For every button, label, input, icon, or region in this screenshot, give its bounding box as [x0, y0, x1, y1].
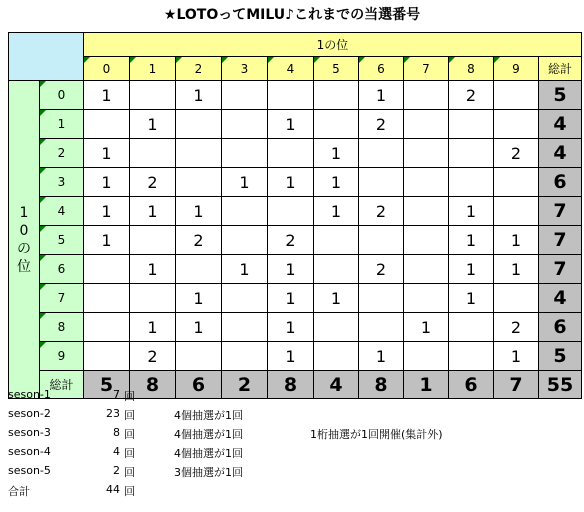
season-label: seson-1	[8, 388, 51, 401]
column-label-text: 4	[286, 61, 295, 76]
season-unit: 回	[124, 485, 135, 498]
count-cell	[176, 255, 222, 284]
count-cell: 1	[268, 255, 314, 284]
row-label	[40, 197, 84, 226]
count-cell	[84, 342, 130, 371]
count-cell	[359, 313, 404, 342]
row-label	[40, 284, 84, 313]
corner-marker-icon	[40, 197, 46, 203]
row-label	[40, 110, 84, 139]
count-cell: 2	[268, 226, 314, 255]
column-label-text: 2	[194, 61, 203, 76]
corner-marker-icon	[40, 226, 46, 232]
count-cell	[130, 81, 176, 110]
count-cell: 2	[449, 81, 494, 110]
corner-marker-icon	[130, 57, 136, 63]
count-cell: 1	[84, 226, 130, 255]
count-cell	[314, 255, 359, 284]
row-label	[40, 255, 84, 284]
corner-marker-icon	[359, 57, 365, 63]
column-label	[359, 57, 404, 81]
count-cell: 1	[130, 110, 176, 139]
count-cell	[404, 255, 449, 284]
count-cell: 2	[176, 226, 222, 255]
count-cell	[314, 226, 359, 255]
row-label	[40, 313, 84, 342]
corner-marker-icon	[40, 139, 46, 145]
count-cell	[222, 110, 268, 139]
count-cell	[404, 168, 449, 197]
column-sum-header: 総計	[539, 57, 582, 81]
count-cell	[359, 139, 404, 168]
column-label	[494, 57, 539, 81]
count-cell	[130, 284, 176, 313]
winning-number-grid	[8, 32, 582, 399]
corner-marker-icon	[40, 284, 46, 290]
season-unit: 回	[124, 409, 135, 422]
season-count: 8	[113, 426, 120, 439]
count-cell	[130, 139, 176, 168]
row-label-text: 5	[57, 233, 66, 247]
count-cell	[404, 110, 449, 139]
count-cell	[404, 81, 449, 110]
corner-marker-icon	[40, 255, 46, 261]
count-cell: 1	[176, 284, 222, 313]
count-cell	[314, 342, 359, 371]
column-label	[222, 57, 268, 81]
corner-marker-icon	[449, 57, 455, 63]
row-total: 5	[539, 342, 582, 371]
count-cell	[404, 226, 449, 255]
season-label: seson-5	[8, 464, 51, 477]
count-cell: 1	[222, 255, 268, 284]
count-cell	[268, 139, 314, 168]
row-label	[40, 226, 84, 255]
season-unit: 回	[124, 447, 135, 460]
column-label	[176, 57, 222, 81]
row-total: 7	[539, 255, 582, 284]
count-cell: 1	[268, 313, 314, 342]
row-label	[40, 81, 84, 110]
count-cell: 1	[176, 313, 222, 342]
count-cell	[222, 81, 268, 110]
count-cell	[359, 284, 404, 313]
row-total: 7	[539, 226, 582, 255]
column-label-text: 3	[240, 61, 249, 76]
count-cell: 1	[494, 255, 539, 284]
season-label: seson-4	[8, 445, 51, 458]
row-label-text: 0	[57, 88, 66, 102]
row-label-text: 6	[57, 262, 66, 276]
row-label-text: 9	[57, 349, 66, 363]
page-title: ★LOTOってMILU♪これまでの当選番号	[163, 7, 421, 23]
count-cell: 1	[449, 255, 494, 284]
row-total: 7	[539, 197, 582, 226]
corner-marker-icon	[222, 57, 228, 63]
column-label	[84, 57, 130, 81]
count-cell: 1	[449, 284, 494, 313]
count-cell	[84, 313, 130, 342]
corner-marker-icon	[40, 342, 46, 348]
count-cell: 2	[359, 255, 404, 284]
column-label	[449, 57, 494, 81]
row-label-text: 7	[57, 291, 66, 305]
row-total: 4	[539, 139, 582, 168]
corner-marker-icon	[314, 57, 320, 63]
tens-header-text: 10の位	[17, 204, 31, 275]
row-total: 4	[539, 284, 582, 313]
count-cell	[222, 342, 268, 371]
count-cell	[404, 342, 449, 371]
season-note: 3個抽選が1回	[174, 466, 243, 479]
count-cell	[314, 81, 359, 110]
row-label-text: 3	[57, 175, 66, 189]
corner-marker-icon	[404, 57, 410, 63]
count-cell	[176, 139, 222, 168]
season-unit: 回	[124, 466, 135, 479]
count-cell	[176, 168, 222, 197]
count-cell	[222, 313, 268, 342]
count-cell	[494, 110, 539, 139]
season-label: seson-3	[8, 426, 51, 439]
count-cell: 1	[359, 81, 404, 110]
count-cell: 1	[130, 313, 176, 342]
column-label-text: 1	[148, 61, 157, 76]
count-cell	[359, 226, 404, 255]
row-label-text: 2	[57, 146, 66, 160]
count-cell: 2	[130, 168, 176, 197]
count-cell: 1	[84, 197, 130, 226]
count-cell: 1	[314, 168, 359, 197]
count-cell: 1	[268, 284, 314, 313]
count-cell: 2	[359, 110, 404, 139]
column-label-text: 8	[467, 61, 475, 76]
count-cell	[494, 197, 539, 226]
season-unit: 回	[124, 390, 135, 403]
count-cell: 1	[449, 197, 494, 226]
column-total: 7	[494, 371, 539, 399]
corner-marker-icon	[40, 168, 46, 174]
grand-total: 55	[539, 371, 582, 399]
count-cell	[494, 284, 539, 313]
count-cell	[84, 255, 130, 284]
count-cell	[404, 284, 449, 313]
season-count: 23	[106, 407, 120, 420]
count-cell: 1	[314, 284, 359, 313]
count-cell: 1	[176, 81, 222, 110]
count-cell: 1	[130, 197, 176, 226]
count-cell: 1	[404, 313, 449, 342]
count-cell	[449, 342, 494, 371]
count-cell	[314, 110, 359, 139]
season-count: 4	[113, 445, 120, 458]
count-cell	[314, 313, 359, 342]
season-count: 7	[113, 388, 120, 401]
count-cell	[268, 81, 314, 110]
count-cell: 1	[494, 342, 539, 371]
row-label	[40, 168, 84, 197]
row-total: 4	[539, 110, 582, 139]
season-note: 4個抽選が1回	[174, 409, 243, 422]
column-total: 1	[404, 371, 449, 399]
corner-marker-icon	[40, 81, 46, 87]
corner-marker-icon	[494, 57, 500, 63]
count-cell: 2	[494, 139, 539, 168]
count-cell	[84, 110, 130, 139]
count-cell	[449, 110, 494, 139]
count-cell	[494, 168, 539, 197]
count-cell: 1	[359, 342, 404, 371]
count-cell: 1	[84, 168, 130, 197]
row-total: 6	[539, 313, 582, 342]
count-cell	[176, 110, 222, 139]
column-total: 8	[130, 371, 176, 399]
count-cell	[222, 226, 268, 255]
column-label-text: 9	[512, 61, 520, 76]
count-cell: 1	[222, 168, 268, 197]
column-label-text: 7	[422, 61, 430, 76]
count-cell	[404, 139, 449, 168]
season-unit: 回	[124, 428, 135, 441]
count-cell	[449, 313, 494, 342]
count-cell	[222, 197, 268, 226]
column-label-text: 0	[102, 61, 111, 76]
column-label	[404, 57, 449, 81]
ones-header: 1の位	[84, 33, 582, 57]
count-cell	[449, 168, 494, 197]
count-cell: 1	[268, 110, 314, 139]
count-cell: 1	[130, 255, 176, 284]
column-label	[130, 57, 176, 81]
corner-marker-icon	[176, 57, 182, 63]
column-label-text: 6	[377, 61, 385, 76]
count-cell: 2	[359, 197, 404, 226]
count-cell	[84, 284, 130, 313]
count-cell: 1	[268, 342, 314, 371]
count-cell	[404, 197, 449, 226]
row-label-text: 8	[57, 320, 66, 334]
count-cell: 1	[176, 197, 222, 226]
season-note-extra: 1桁抽選が1回開催(集計外)	[310, 428, 443, 441]
corner-marker-icon	[84, 57, 90, 63]
column-total: 8	[268, 371, 314, 399]
count-cell: 1	[84, 81, 130, 110]
column-total: 2	[222, 371, 268, 399]
season-count: 44	[106, 483, 120, 496]
column-total: 6	[449, 371, 494, 399]
row-label	[40, 139, 84, 168]
count-cell	[359, 168, 404, 197]
count-cell	[494, 81, 539, 110]
count-cell	[449, 139, 494, 168]
column-label	[314, 57, 359, 81]
season-count: 2	[113, 464, 120, 477]
season-label: seson-2	[8, 407, 51, 420]
row-sum-header: 総計	[40, 371, 84, 399]
count-cell: 1	[494, 226, 539, 255]
row-total: 5	[539, 81, 582, 110]
corner-marker-icon	[40, 313, 46, 319]
count-cell: 2	[494, 313, 539, 342]
corner-marker-icon	[268, 57, 274, 63]
tens-header	[9, 81, 40, 399]
row-label-text: 1	[57, 117, 66, 131]
count-cell: 1	[449, 226, 494, 255]
count-cell	[268, 197, 314, 226]
column-total: 8	[359, 371, 404, 399]
count-cell	[176, 342, 222, 371]
season-label: 合計	[8, 485, 30, 498]
column-label-text: 5	[332, 61, 340, 76]
row-total: 6	[539, 168, 582, 197]
count-cell	[222, 139, 268, 168]
count-cell: 1	[314, 139, 359, 168]
season-note: 4個抽選が1回	[174, 428, 243, 441]
corner-cell	[9, 33, 84, 81]
row-label-text: 4	[57, 204, 66, 218]
count-cell	[130, 226, 176, 255]
count-cell: 1	[84, 139, 130, 168]
count-cell: 2	[130, 342, 176, 371]
column-label	[268, 57, 314, 81]
column-total: 5	[84, 371, 130, 399]
column-total: 4	[314, 371, 359, 399]
count-cell	[222, 284, 268, 313]
count-cell: 1	[314, 197, 359, 226]
corner-marker-icon	[40, 110, 46, 116]
season-note: 4個抽選が1回	[174, 447, 243, 460]
count-cell: 1	[268, 168, 314, 197]
row-label	[40, 342, 84, 371]
column-total: 6	[176, 371, 222, 399]
